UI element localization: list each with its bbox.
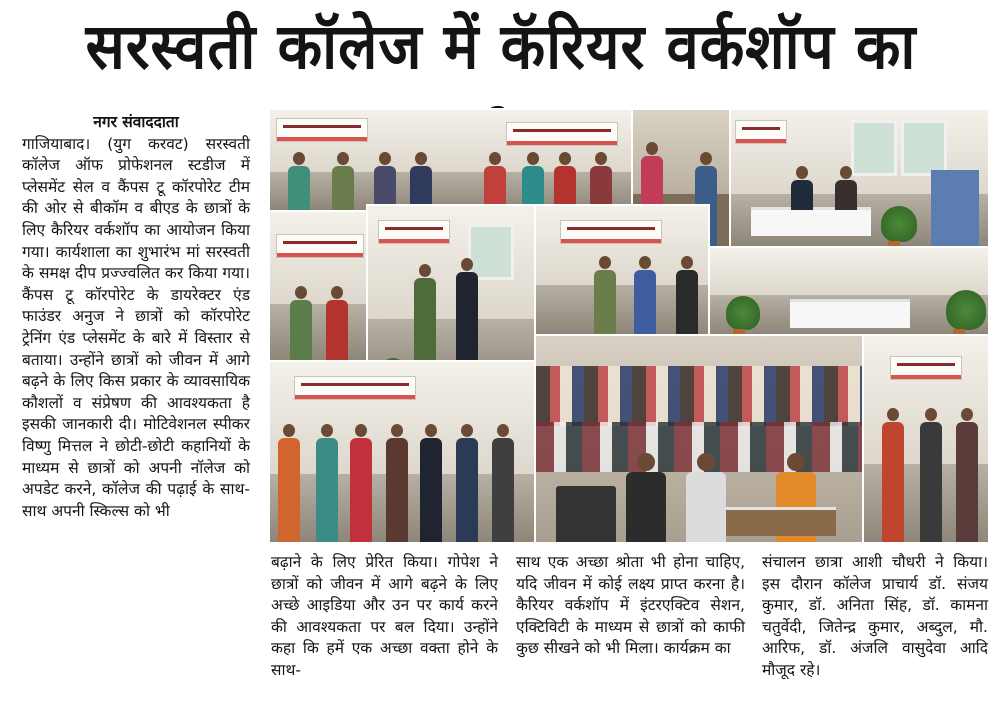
photo-felicitation-2	[862, 334, 990, 544]
photo-collage	[268, 108, 990, 544]
photo-felicitation-1	[268, 210, 368, 362]
column-4-text: संचालन छात्रा आशी चौधरी ने किया। इस दौरान कॉलेज प्राचार्य डॉ. संजय कुमार, डॉ. अनिता सिंह, डॉ. कामना चतुर्वेदी, जितेन्द्र कुमार, अब्दुल, मौ. आरिफ, डॉ. अंजलि वासुदेवा आदि मौजूद रहे।	[762, 553, 988, 679]
photo-speakers	[534, 204, 710, 336]
article-column-2	[271, 552, 498, 682]
column-3-text: साथ एक अच्छा श्रोता भी होना चाहिए, यदि जीवन में कोई लक्ष्य प्राप्त करना है। कैरियर वर्कशॉप में इंटरएक्टिव सेशन, एक्टिविटी के माध्यम से छात्रों को काफी कुछ सीखने को भी मिला। कार्यक्रम का	[516, 553, 745, 658]
photo-plant-corner	[708, 246, 990, 336]
photo-group-bottom	[268, 360, 536, 544]
column-2-text: बढ़ाने के लिए प्रेरित किया। गोपेश ने छात्रों को जीवन में आगे बढ़ने के लिए अच्छे आइडिया और उन पर कार्य करने की आवश्यकता पर बल दिया। उन्होंने कहा कि हमें एक अच्छा वक्ता होने के साथ-	[271, 553, 498, 679]
byline: नगर संवाददाता	[93, 113, 179, 131]
photo-group-stage	[268, 108, 633, 212]
photo-seated-panel	[729, 108, 990, 248]
article-column-3	[516, 552, 745, 660]
article-column-4	[762, 552, 988, 682]
article-column-1	[22, 112, 250, 522]
column-1-text: गाजियाबाद। (युग करवट) सरस्वती कॉलेज ऑफ प्रोफेशनल स्टडीज में प्लेसमेंट सेल व कैंपस टू कॉरपोरेट टीम की ओर से बीकॉम व बीएड के छात्रों के लिए कैरियर वर्कशॉप का आयोजन किया गया। कार्यशाला का शुभारंभ मां सरस्वती के समक्ष दीप प्रज्ज्वलित कर किया गया। कैंपस टू कॉरपोरेट के डायरेक्टर एंड फाउंडर अनुज ने छात्रों को कॉरपोरेट ट्रेनिंग एंड प्लेसमेंट के बारे में विस्तार से बताया। उन्होंने छात्रों को जीवन में आगे बढ़ने के लिए किस प्रकार के व्यावसायिक कौशलों व संप्रेषण की आवश्यकता है इसकी जानकारी दी। मोटिवेशनल स्पीकर विष्णु मित्तल ने छोटी-छोटी कहानियों के माध्यम से छात्रों को अपनी नॉलेज को अपडेट करने, कॉलेज की पढ़ाई के साथ-साथ अपनी स्किल्स को भी	[22, 134, 250, 520]
headline: सरस्वती कॉलेज में कॅरियर वर्कशॉप का	[85, 9, 917, 84]
photo-audience	[534, 334, 864, 544]
